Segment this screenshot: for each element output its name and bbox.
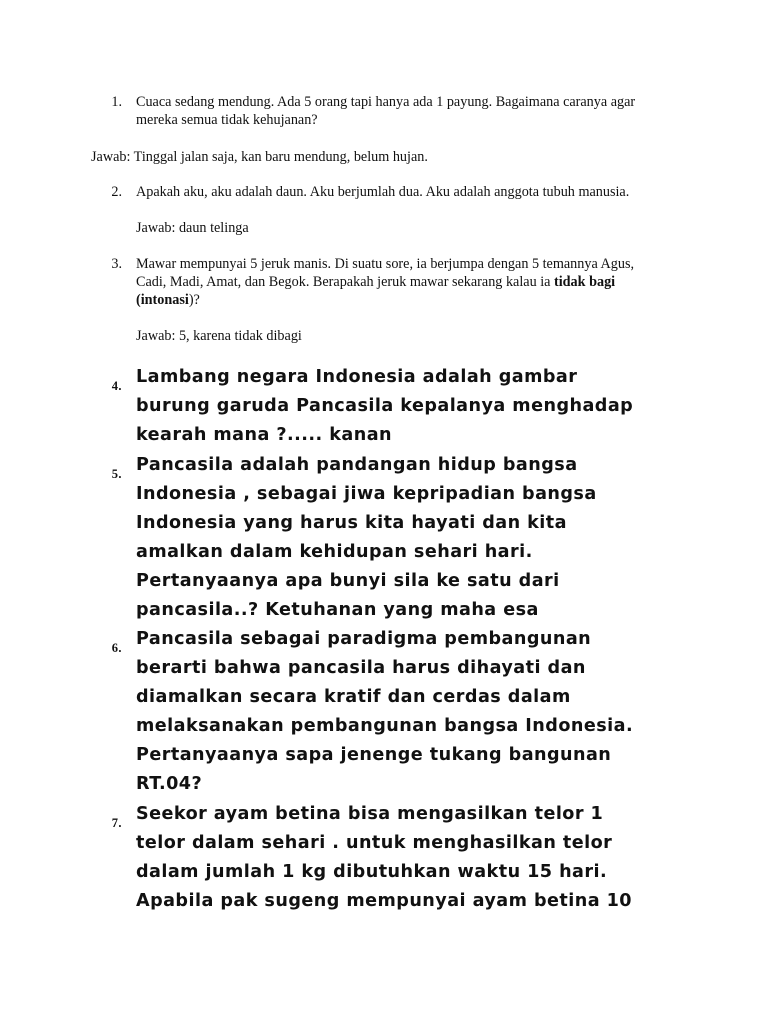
answer-text: Jawab: Tinggal jalan saja, kan baru mendung, belum hujan.: [91, 149, 428, 165]
question-text-line: Cuaca sedang mendung. Ada 5 orang tapi hanya ada 1 payung. Bagaimana caranya agar: [136, 94, 636, 110]
question-text-line: [136, 273, 615, 291]
question-text-line: burung garuda Pancasila kepalanya menghadap: [136, 396, 634, 416]
question-text-line: mereka semua tidak kehujanan?: [136, 112, 318, 128]
question-text-line: diamalkan secara kratif dan cerdas dalam: [136, 687, 571, 707]
question-text-line: pancasila..? Ketuhanan yang maha esa: [136, 600, 539, 620]
question-text-line: telor dalam sehari . untuk menghasilkan telor: [136, 833, 613, 853]
question-text-segment: )?: [188, 292, 200, 308]
question-text-line: RT.04?: [136, 774, 203, 794]
question-number: 7.: [111, 816, 122, 830]
question-text-bold: (intonasi: [136, 292, 189, 308]
question-text-line: Pancasila adalah pandangan hidup bangsa: [136, 455, 578, 475]
answer-text: Jawab: 5, karena tidak dibagi: [136, 328, 302, 344]
question-text-line: kearah mana ?..... kanan: [136, 425, 393, 445]
question-text-line: dalam jumlah 1 kg dibutuhkan waktu 15 hari.: [136, 862, 608, 882]
question-text-line: Apakah aku, aku adalah daun. Aku berjumlah dua. Aku adalah anggota tubuh manusia.: [136, 184, 630, 200]
question-text-line: Mawar mempunyai 5 jeruk manis. Di suatu sore, ia berjumpa dengan 5 temannya Agus,: [136, 256, 635, 272]
question-text-line: Pertanyaanya apa bunyi sila ke satu dari: [136, 571, 560, 591]
question-number: 3.: [111, 256, 122, 272]
question-text-line: melaksanakan pembangunan bangsa Indonesia.: [136, 716, 634, 736]
question-text-line: Pertanyaanya sapa jenenge tukang bangunan: [136, 745, 612, 765]
answer-text: Jawab: daun telinga: [136, 220, 249, 236]
question-text-line: Indonesia , sebagai jiwa kepripadian bangsa: [136, 484, 597, 504]
question-text-line: amalkan dalam kehidupan sehari hari.: [136, 542, 533, 562]
question-text-line: berarti bahwa pancasila harus dihayati dan: [136, 658, 586, 678]
question-text-segment: Cadi, Madi, Amat, dan Begok. Berapakah jeruk mawar sekarang kalau ia: [136, 274, 554, 290]
question-number: 4.: [111, 379, 122, 393]
question-number: 1.: [111, 94, 122, 110]
question-text-line: Seekor ayam betina bisa mengasilkan telor 1: [136, 804, 604, 824]
question-number: 5.: [111, 467, 122, 481]
question-text-line: Indonesia yang harus kita hayati dan kita: [136, 513, 567, 533]
question-text-line: Pancasila sebagai paradigma pembangunan: [136, 629, 592, 649]
question-text-bold: tidak bagi: [554, 274, 616, 290]
question-text-line: [136, 291, 200, 309]
question-number: 2.: [111, 184, 122, 200]
question-text-line: Lambang negara Indonesia adalah gambar: [136, 367, 578, 387]
question-text-line: Apabila pak sugeng mempunyai ayam betina 10: [136, 891, 632, 911]
question-number: 6.: [111, 641, 122, 655]
